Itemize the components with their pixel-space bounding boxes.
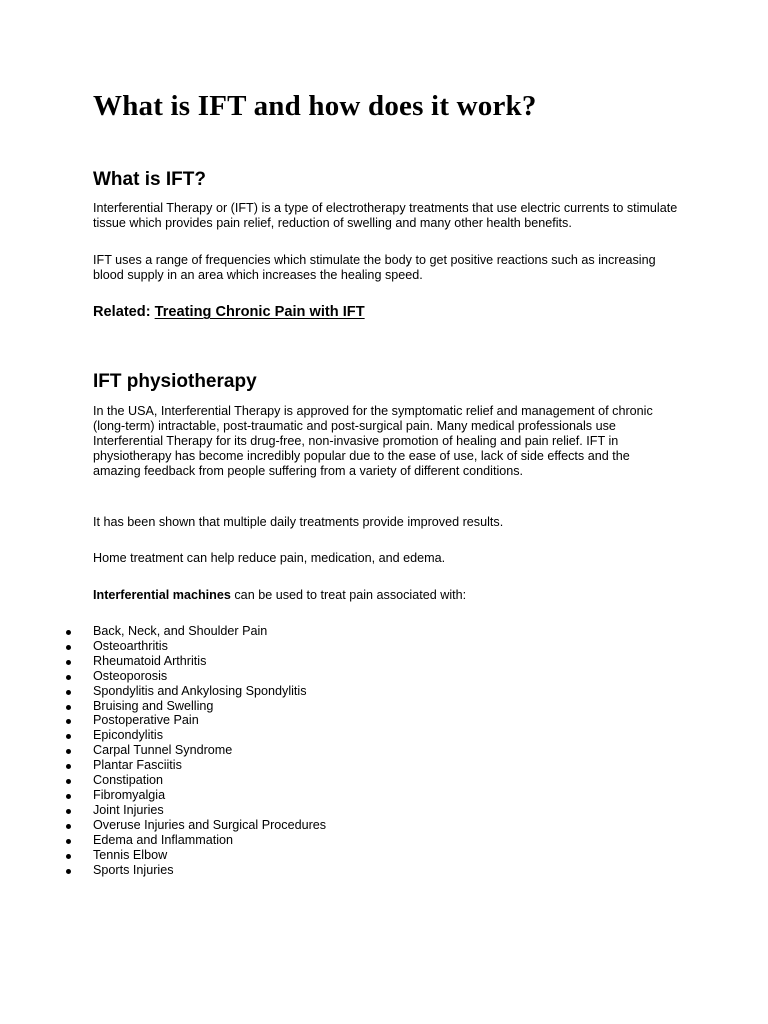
list-item <box>66 624 326 639</box>
bullet-icon <box>66 749 71 754</box>
list-item-text: Sports Injuries <box>93 862 174 877</box>
related-label: Related: <box>93 304 151 320</box>
bullet-icon <box>66 675 71 680</box>
list-item-text: Joint Injuries <box>93 802 164 817</box>
list-item <box>66 773 326 788</box>
paragraph-ift-frequencies: IFT uses a range of frequencies which stimulate the body to get positive reactions such as increasing blood supply in an area which increases the healing speed. <box>93 253 656 282</box>
bullet-icon <box>66 839 71 844</box>
bullet-icon <box>66 809 71 814</box>
list-item-text: Edema and Inflammation <box>93 832 234 847</box>
list-item-text: Osteoporosis <box>93 668 168 683</box>
machines-rest-text: can be used to treat pain associated with: <box>230 588 467 602</box>
list-item-text: Tennis Elbow <box>93 847 168 862</box>
related-link[interactable]: Treating Chronic Pain with IFT <box>154 304 365 320</box>
paragraph-ift-definition: Interferential Therapy or (IFT) is a type of electrotherapy treatments that use electric currents to stimulate tissue which provides pain relief, reduction of swelling and many other health benefits. <box>93 201 678 230</box>
list-item <box>66 728 326 743</box>
list-item-text: Spondylitis and Ankylosing Spondylitis <box>93 683 307 698</box>
list-item <box>66 833 326 848</box>
list-item <box>66 848 326 863</box>
bullet-icon <box>66 630 71 635</box>
list-item <box>66 684 326 699</box>
bullet-icon <box>66 869 71 874</box>
conditions-list <box>66 624 326 877</box>
bullet-icon <box>66 824 71 829</box>
list-item <box>66 863 326 878</box>
bullet-icon <box>66 794 71 799</box>
list-item <box>66 699 326 714</box>
list-item <box>66 788 326 803</box>
list-item-text: Back, Neck, and Shoulder Pain <box>93 624 268 638</box>
bullet-icon <box>66 779 71 784</box>
list-item-text: Bruising and Swelling <box>93 698 214 713</box>
bullet-icon <box>66 645 71 650</box>
list-item-text: Constipation <box>93 773 164 788</box>
list-item-text: Overuse Injuries and Surgical Procedures <box>93 817 327 832</box>
list-item-text: Rheumatoid Arthritis <box>93 653 207 668</box>
list-item <box>66 669 326 684</box>
document-title: What is IFT and how does it work? <box>93 90 537 122</box>
list-item <box>66 654 326 669</box>
list-item <box>66 639 326 654</box>
list-item <box>66 758 326 773</box>
list-item-text: Carpal Tunnel Syndrome <box>93 743 233 758</box>
paragraph-ift-usa: In the USA, Interferential Therapy is approved for the symptomatic relief and management of chronic (long-term) intractable, post-traumatic and post-surgical pain. Many medical professionals use Interferential Therapy for its drug-free, non-invasive promotion of healing and pain relief. IFT in physiotherapy has become incredibly popular due to the ease of use, lack of side effects and the amazing feedback from people suffering from a variety of different conditions. <box>93 404 653 478</box>
list-item-text: Epicondylitis <box>93 728 163 743</box>
bullet-icon <box>66 719 71 724</box>
section-heading-what-is-ift: What is IFT? <box>93 169 206 190</box>
machines-bold-text: Interferential machines <box>93 588 231 602</box>
bullet-icon <box>66 854 71 859</box>
list-item-text: Osteoarthritis <box>93 638 168 653</box>
bullet-icon <box>66 764 71 769</box>
paragraph-home-treatment: Home treatment can help reduce pain, medication, and edema. <box>93 551 446 565</box>
list-item-text: Postoperative Pain <box>93 713 199 728</box>
paragraph-daily-treatments: It has been shown that multiple daily treatments provide improved results. <box>93 515 504 529</box>
related-line <box>93 302 365 322</box>
list-item <box>66 803 326 818</box>
list-item <box>66 743 326 758</box>
bullet-icon <box>66 734 71 739</box>
list-item <box>66 818 326 833</box>
paragraph-machines-intro <box>93 588 683 603</box>
section-heading-ift-physiotherapy: IFT physiotherapy <box>93 371 257 392</box>
bullet-icon <box>66 660 71 665</box>
bullet-icon <box>66 705 71 710</box>
list-item-text: Plantar Fasciitis <box>93 758 182 773</box>
bullet-icon <box>66 690 71 695</box>
list-item-text: Fibromyalgia <box>93 787 166 802</box>
list-item <box>66 713 326 728</box>
